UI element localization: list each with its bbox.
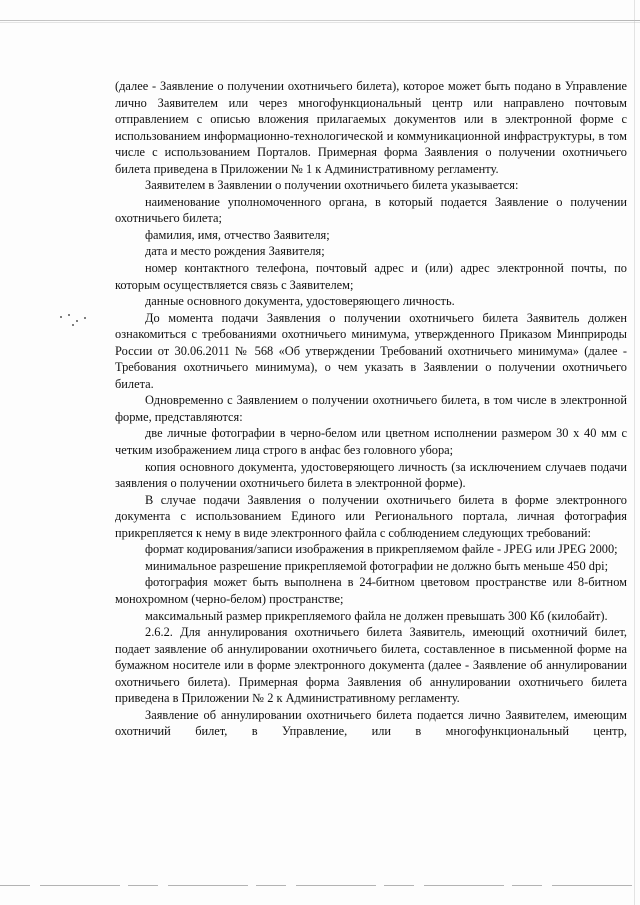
list-item: наименование уполномоченного органа, в который подается Заявление о получении охотничьего билета; — [115, 194, 627, 226]
paragraph: Одновременно с Заявлением о получении охотничьего билета, в том числе в электронной форме, представляются: — [115, 393, 627, 424]
scan-bottom-edge — [0, 885, 640, 886]
document-body — [115, 78, 627, 740]
scan-specks — [58, 312, 98, 332]
list-item: фотография может быть выполнена в 24-битном цветовом пространстве или 8-битном монохромном (черно-белом) пространстве; — [115, 575, 627, 606]
list-item: формат кодирования/записи изображения в прикрепляемом файле - JPEG или JPEG 2000; — [145, 542, 618, 557]
paragraph: Заявителем в Заявлении о получении охотничьего билета указывается: — [145, 178, 519, 193]
list-item: номер контактного телефона, почтовый адрес и (или) адрес электронной почты, по которым осуществляется связь с Заявителем; — [115, 261, 627, 292]
paragraph: Заявление об аннулировании охотничьего билета подается лично Заявителем, имеющим охотничий билет, в Управление, или в многофункциональный центр, — [115, 707, 627, 739]
list-item: две личные фотографии в черно-белом или цветном исполнении размером 30 х 40 мм с четким изображением лица строго в анфас без головного убора; — [115, 426, 627, 458]
list-item: минимальное разрешение прикрепляемой фотографии не должно быть меньше 450 dpi; — [145, 558, 609, 573]
paragraph: До момента подачи Заявления о получении охотничьего билета Заявитель должен ознакомиться с требованиями охотничьего минимума, утвержденного Приказом Минприроды России от 30.06.2011 № 568 «Об утверждении Требований охотничьего минимума» (далее - Требования охотничьего минимума), о чем указать в Заявлении о получении охотничьего билета. — [115, 310, 627, 391]
list-item: максимальный размер прикрепляемого файла не должен превышать 300 Кб (килобайт). — [145, 608, 608, 623]
list-item: фамилия, имя, отчество Заявителя; — [145, 227, 330, 242]
list-item: копия основного документа, удостоверяющего личность (за исключением случаев подачи заявления о получении охотничьего билета в электронной форме). — [115, 459, 627, 491]
paragraph: (далее - Заявление о получении охотничьего билета), которое может быть подано в Управление лично Заявителем или через многофункциональный центр или направлено почтовым отправлением с описью вложения прилагаемых документов или в электронной форме с использованием информационно-технологической и коммуникационной инфраструктуры, в том числе с использованием Порталов. Примерная форма Заявления о получении охотничьего билета приведена в Приложении № 1 к Административному регламенту. — [115, 79, 627, 176]
paragraph: В случае подачи Заявления о получении охотничьего билета в форме электронного документа с использованием Единого или Регионального портала, личная фотография прикрепляется к нему в виде электронного файла с соблюдением следующих требований: — [115, 492, 627, 540]
list-item: дата и место рождения Заявителя; — [145, 244, 325, 259]
section-paragraph: 2.6.2. Для аннулирования охотничьего билета Заявитель, имеющий охотничий билет, подает заявление об аннулировании охотничьего билета, составленное в письменной форме на бумажном носителе или в форме электронного документа (далее - Заявление об аннулировании охотничьего билета). Примерная форма Заявления об аннулировании охотничьего билета приведена в Приложении № 2 к Административному регламенту. — [115, 625, 627, 706]
scan-right-edge — [634, 0, 635, 905]
list-item: данные основного документа, удостоверяющего личность. — [145, 294, 455, 309]
scan-top-edge — [0, 20, 640, 21]
scan-top-edge-shadow — [0, 22, 640, 23]
